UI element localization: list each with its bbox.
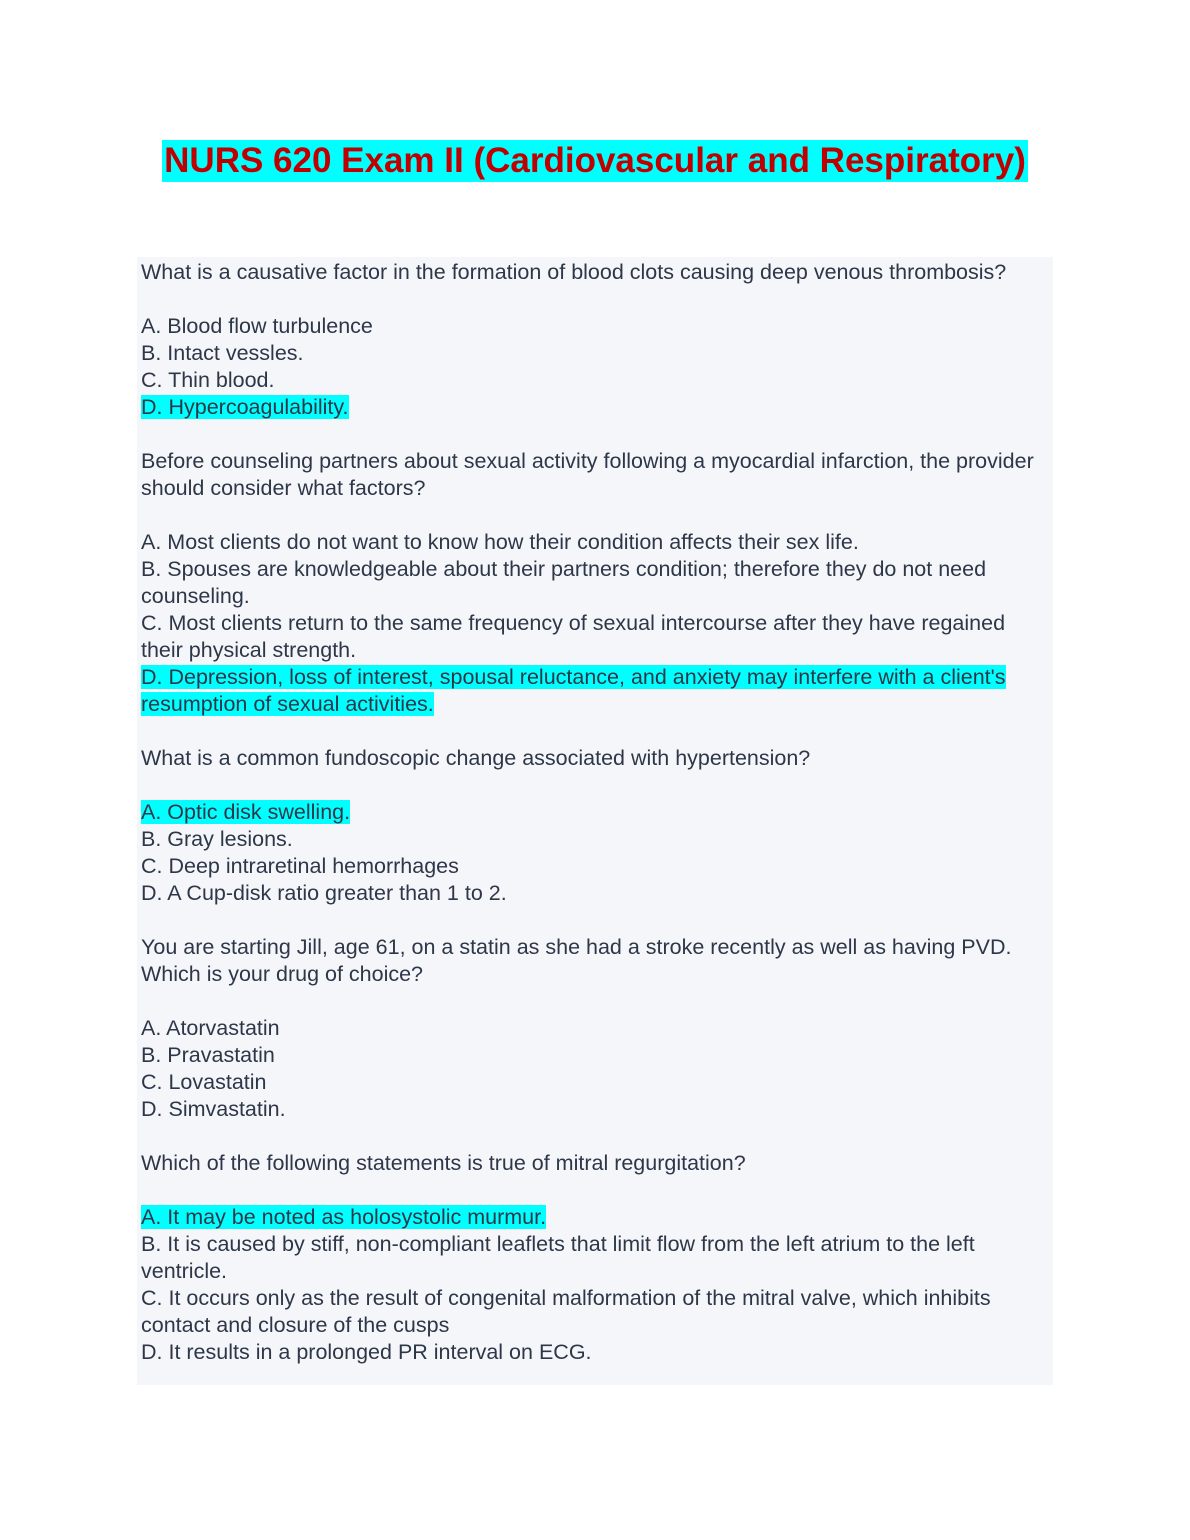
question-stem: Before counseling partners about sexual activity following a myocardial infarction, the provider should consider what factors? (141, 449, 1034, 500)
answer-option: D. A Cup-disk ratio greater than 1 to 2. (141, 881, 507, 905)
answer-option: C. Lovastatin (141, 1070, 267, 1094)
question-panel (137, 257, 1053, 1385)
answer-option: B. Spouses are knowledgeable about their partners condition; therefore they do not need counseling. (141, 557, 987, 608)
answer-option: B. It is caused by stiff, non-compliant leaflets that limit flow from the left atrium to the left ventricle. (141, 1232, 975, 1283)
question-3 (141, 745, 1049, 907)
answer-option: A. Most clients do not want to know how their condition affects their sex life. (141, 530, 859, 554)
answer-option: C. Thin blood. (141, 368, 275, 392)
answer-option: D. It results in a prolonged PR interval on ECG. (141, 1340, 592, 1364)
answer-option: B. Pravastatin (141, 1043, 275, 1067)
answer-option: A. Atorvastatin (141, 1016, 280, 1040)
page-title: NURS 620 Exam II (Cardiovascular and Respiratory) (164, 141, 1026, 180)
question-stem: Which of the following statements is true of mitral regurgitation? (141, 1151, 746, 1175)
answer-option-correct: D. Depression, loss of interest, spousal reluctance, and anxiety may interfere with a client's resumption of sexual activities. (141, 665, 1006, 716)
question-stem: You are starting Jill, age 61, on a statin as she had a stroke recently as well as having PVD. Which is your drug of choice? (141, 935, 1012, 986)
answer-option: C. It occurs only as the result of congenital malformation of the mitral valve, which inhibits contact and closure of the cusps (141, 1286, 991, 1337)
answer-option-correct: A. It may be noted as holosystolic murmur. (141, 1205, 547, 1229)
answer-option: C. Deep intraretinal hemorrhages (141, 854, 459, 878)
question-stem: What is a causative factor in the formation of blood clots causing deep venous thrombosis? (141, 260, 1007, 284)
answer-option: B. Gray lesions. (141, 827, 293, 851)
question-2 (141, 448, 1049, 718)
question-4 (141, 934, 1049, 1123)
answer-option: B. Intact vessles. (141, 341, 304, 365)
answer-option: D. Simvastatin. (141, 1097, 286, 1121)
question-5 (141, 1150, 1049, 1366)
answer-option: C. Most clients return to the same frequency of sexual intercourse after they have regained their physical strength. (141, 611, 1006, 662)
question-1 (141, 259, 1049, 421)
title-wrapper (0, 140, 1190, 182)
answer-option-correct: D. Hypercoagulability. (141, 395, 349, 419)
question-stem: What is a common fundoscopic change associated with hypertension? (141, 746, 811, 770)
answer-option-correct: A. Optic disk swelling. (141, 800, 351, 824)
answer-option: A. Blood flow turbulence (141, 314, 373, 338)
